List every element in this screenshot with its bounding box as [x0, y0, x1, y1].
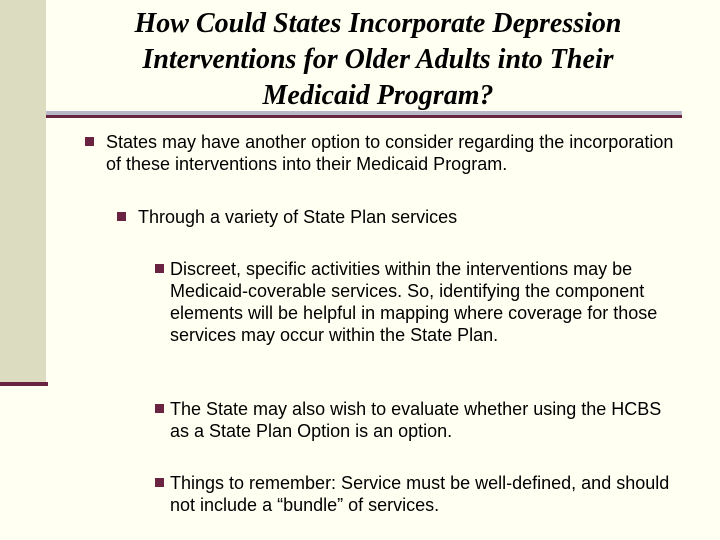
- left-decorative-band: [0, 0, 46, 384]
- bullet-level3-item: [155, 398, 675, 442]
- bullet-level3-text: Things to remember: Service must be well-defined, and should not include a “bundle” of services.: [170, 473, 670, 515]
- title-line-2: Interventions for Older Adults into Their: [142, 44, 614, 75]
- bullet-level1-text: States may have another option to consider regarding the incorporation of these interventions into their Medicaid Program.: [106, 132, 674, 174]
- slide-title: [60, 6, 696, 114]
- bullet-level2-text: Through a variety of State Plan services: [138, 207, 458, 227]
- title-rule: [46, 115, 682, 118]
- bullet-level1: [85, 131, 685, 175]
- left-band-accent-line: [0, 382, 48, 386]
- bullet-level3-item: [155, 472, 675, 516]
- bullet-level2: [117, 206, 677, 228]
- square-bullet-icon: [155, 478, 164, 487]
- bullet-level3-item: [155, 258, 675, 346]
- square-bullet-icon: [155, 264, 164, 273]
- square-bullet-icon: [155, 404, 164, 413]
- bullet-level3-text: Discreet, specific activities within the interventions may be Medicaid-coverable services. So, identifying the component elements will be helpful in mapping where coverage for those services may occur within the State Plan.: [170, 259, 658, 345]
- bullet-level3-text: The State may also wish to evaluate whether using the HCBS as a State Plan Option is an option.: [170, 399, 662, 441]
- title-line-1: How Could States Incorporate Depression: [134, 8, 622, 39]
- square-bullet-icon: [117, 212, 126, 221]
- title-line-3: Medicaid Program?: [262, 80, 494, 111]
- square-bullet-icon: [85, 137, 94, 146]
